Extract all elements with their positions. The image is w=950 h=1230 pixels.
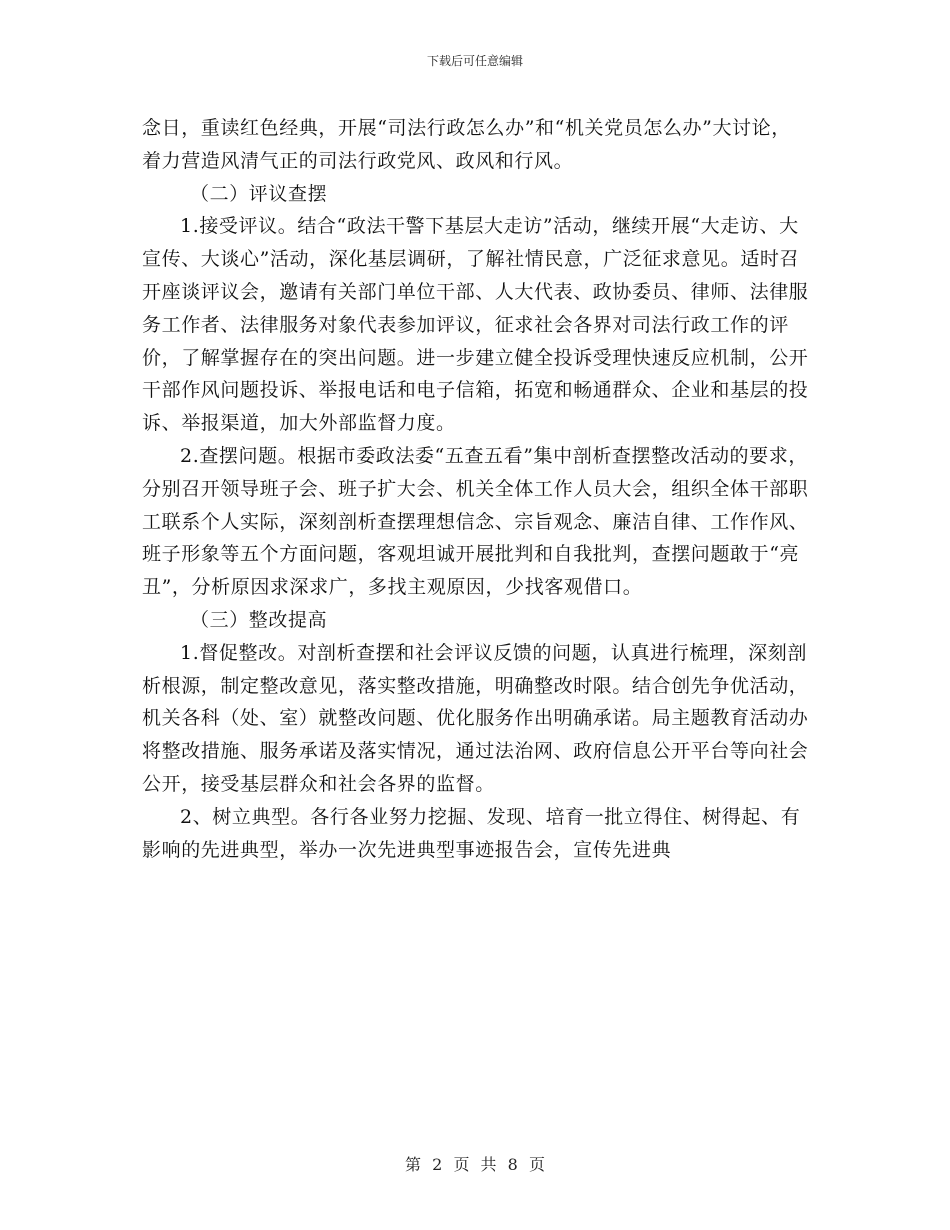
paragraph-check-problems: 2.查摆问题。根据市委政法委“五查五看”集中剖析查摆整改活动的要求，分别召开领导班子会、班子扩大会、机关全体工作人员大会，组织全体干部职工联系个人实际，深刻剖析查摆理想信念、宗旨观念、廉洁自律、工作作风、班子形象等五个方面问题，客观坦诚开展批判和自我批判，查摆问题敢于“亮丑”，分析原因求深求广，多找主观原因，少找客观借口。: [142, 444, 809, 599]
paragraph-set-models: 2、树立典型。各行各业努力挖掘、发现、培育一批立得住、树得起、有影响的先进典型，举办一次先进典型事迹报告会，宣传先进典: [142, 805, 801, 861]
section-heading-review: （二）评议查摆: [190, 182, 328, 205]
document-body: [142, 112, 810, 866]
paragraph-accept-review: 1.接受评议。结合“政法干警下基层大走访”活动，继续开展“大走访、大宣传、大谈心”活动，深化基层调研，了解社情民意，广泛征求意见。适时召开座谈评议会，邀请有关部门单位干部、人大代表、政协委员、律师、法律服务工作者、法律服务对象代表参加评议，征求社会各界对司法行政工作的评价，了解掌握存在的突出问题。进一步建立健全投诉受理快速反应机制，公开干部作风问题投诉、举报电话和电子信箱，拓宽和畅通群众、企业和基层的投诉、举报渠道，加大外部监督力度。: [142, 215, 809, 435]
footer-word-gong: 共: [480, 1155, 497, 1174]
footer-word-ye-2: 页: [528, 1155, 545, 1174]
footer-word-di: 第: [405, 1155, 422, 1174]
paragraph-continuation: 念日，重读红色经典，开展“司法行政怎么办”和“机关党员怎么办”大讨论，着力营造风清气正的司法行政党风、政风和行风。: [142, 117, 791, 172]
footer-total-pages: 8: [507, 1155, 518, 1174]
paragraph-supervise-rectify: 1.督促整改。对剖析查摆和社会评议反馈的问题，认真进行梳理，深刻剖析根源，制定整改意见，落实整改措施，明确整改时限。结合创先争优活动，机关各科（处、室）就整改问题、优化服务作出明确承诺。局主题教育活动办将整改措施、服务承诺及落实情况，通过法治网、政府信息公开平台等向社会公开，接受基层群众和社会各界的监督。: [142, 641, 809, 795]
section-heading-rectify: （三）整改提高: [190, 608, 328, 631]
page-footer: [0, 1155, 950, 1175]
footer-current-page: 2: [432, 1155, 443, 1174]
footer-word-ye: 页: [453, 1155, 470, 1174]
page-header: 下载后可任意编辑: [426, 54, 523, 68]
